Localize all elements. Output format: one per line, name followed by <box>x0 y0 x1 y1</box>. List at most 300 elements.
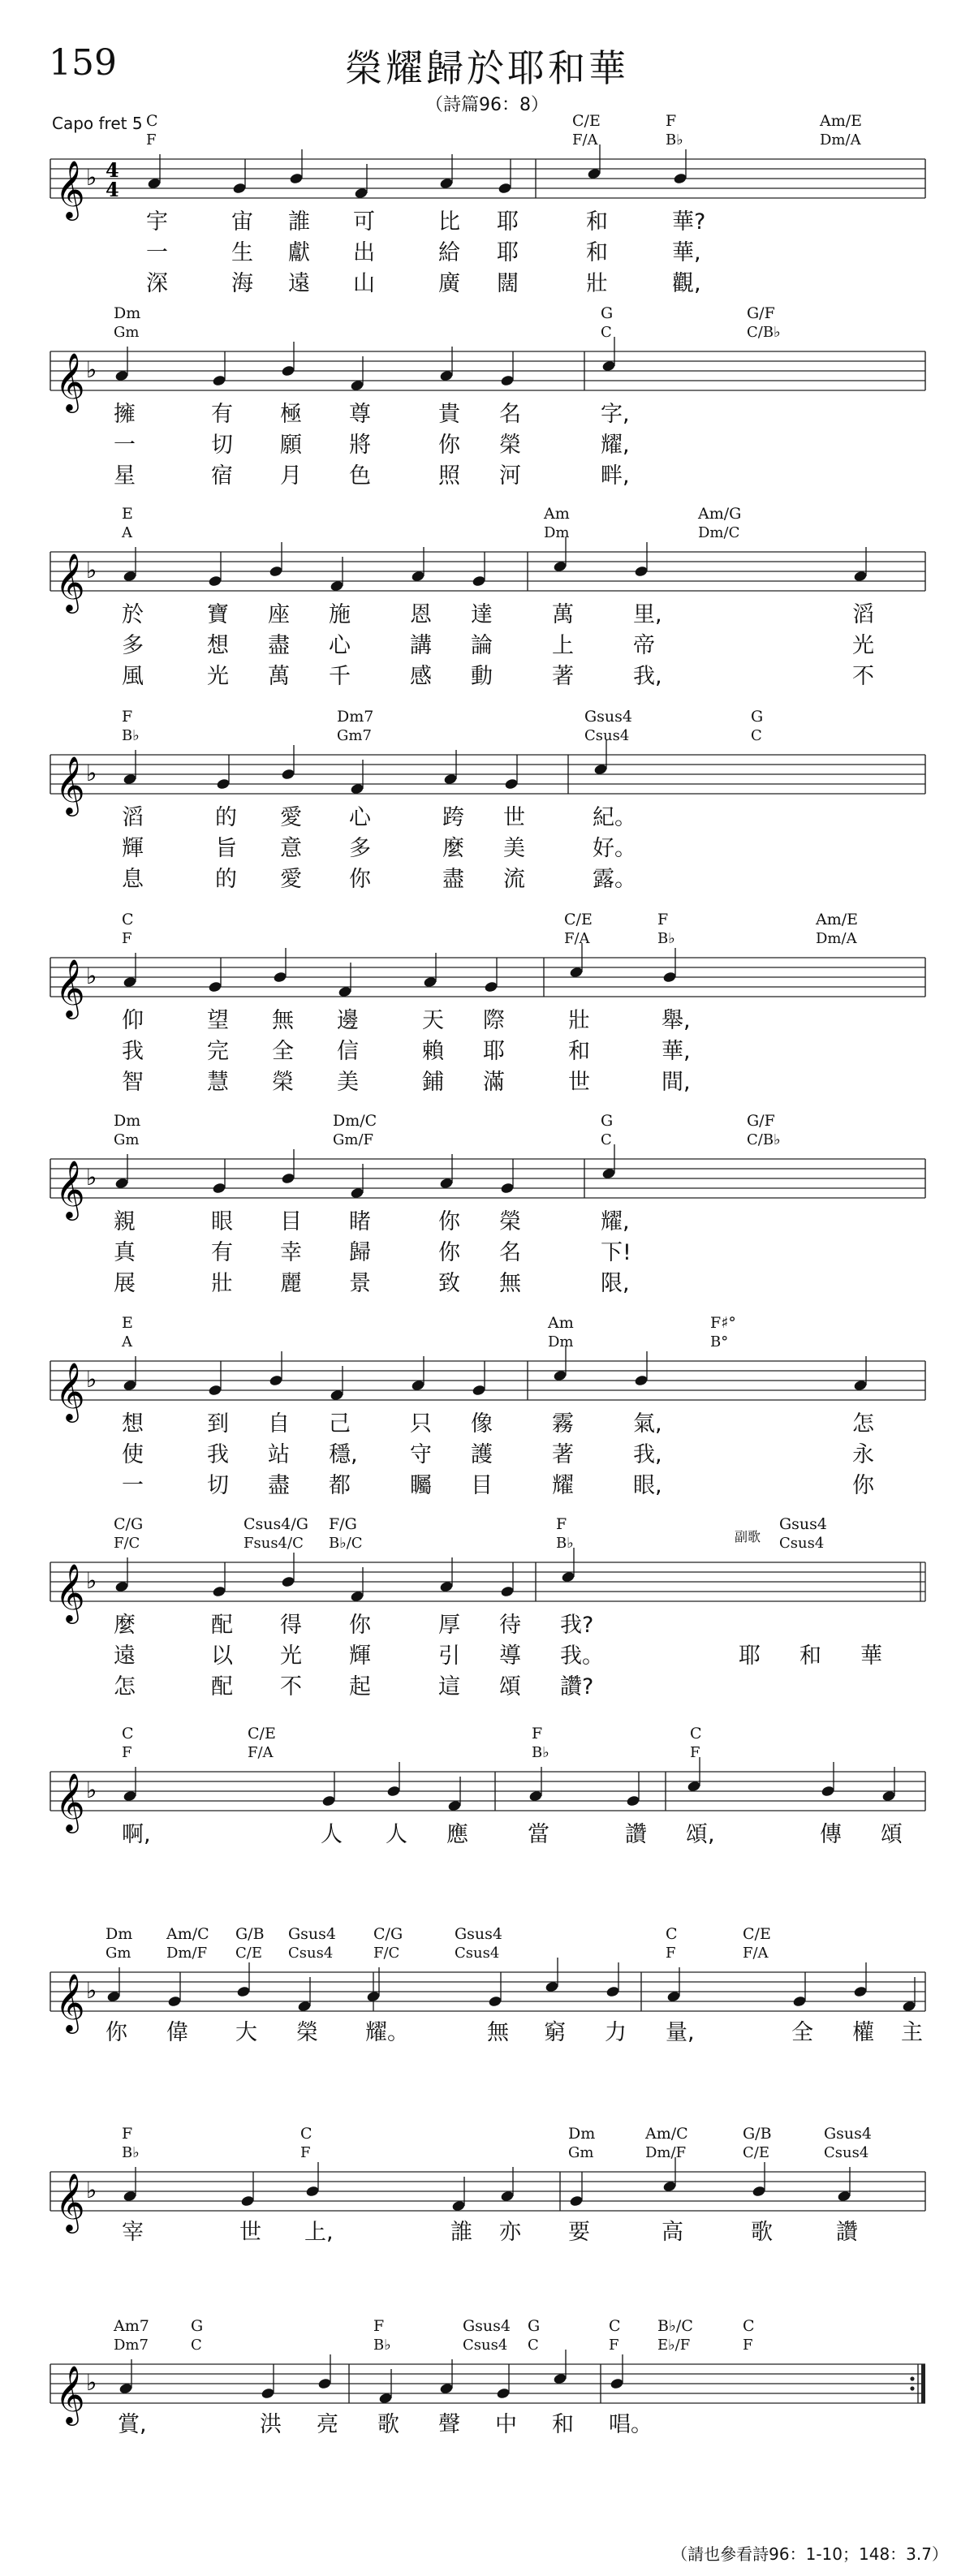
treble-clef-icon: 𝄞 <box>55 1159 85 1218</box>
chord-symbol: C/G <box>373 1925 403 1943</box>
chord-symbol: G <box>601 1112 614 1130</box>
chord-symbol-transposed: Csus4 <box>455 1945 500 1962</box>
note-head <box>606 1985 620 1997</box>
lyric-syllable: 千 <box>329 664 351 689</box>
lyric-syllable: 人 <box>386 1822 407 1847</box>
chord-symbol-transposed: C/B♭ <box>747 324 781 341</box>
chord-symbol: C <box>146 112 158 130</box>
note-head <box>853 1985 868 1997</box>
lyric-syllable: 宇 <box>146 209 168 235</box>
note-head <box>662 971 677 983</box>
lyric-syllable: 動 <box>471 664 493 689</box>
chord-symbol-transposed: Csus4 <box>779 1535 825 1552</box>
chord-symbol-transposed: C <box>191 2337 202 2354</box>
lyric-syllable: 萬 <box>552 602 574 627</box>
chord-symbol-transposed: Csus4 <box>584 727 630 744</box>
treble-clef-icon: 𝄞 <box>55 1972 85 2031</box>
lyric-syllable: 輝 <box>122 836 144 861</box>
chord-symbol-transposed: B♭ <box>122 727 140 744</box>
lyric-syllable: 耶 <box>497 240 519 265</box>
chord-symbol: Am/C <box>166 1925 209 1943</box>
lyric-syllable: 萬 <box>268 664 290 689</box>
lyric-syllable: 洪 <box>260 2412 282 2437</box>
lyric-syllable: 遠 <box>114 1643 136 1669</box>
lyric-syllable: 海 <box>231 271 253 296</box>
lyric-syllable: 景 <box>349 1271 371 1296</box>
lyric-syllable: 滔 <box>852 602 874 627</box>
chord-symbol: C <box>122 911 134 928</box>
chord-symbol: Dm <box>114 304 141 322</box>
chord-symbol: C/G <box>114 1515 144 1533</box>
key-signature-flat-icon: ♭ <box>86 557 97 584</box>
chord-symbol-transposed: B° <box>710 1333 729 1350</box>
chord-symbol-transposed: B♭ <box>122 2144 140 2161</box>
chord-symbol: G/B <box>743 2125 772 2143</box>
chord-symbol-transposed: Fsus4/C <box>244 1535 304 1552</box>
lyric-syllable: 站 <box>268 1442 290 1467</box>
lyric-syllable: 歌 <box>751 2220 773 2245</box>
lyric-syllable: 榮 <box>296 2020 318 2045</box>
chord-symbol-transposed: F <box>146 131 157 149</box>
note-head <box>488 1995 502 2007</box>
chord-symbol: C <box>666 1925 678 1943</box>
lyric-syllable: 廣 <box>438 271 460 296</box>
lyric-syllable: 有 <box>211 1240 233 1265</box>
chord-symbol-transposed: B♭ <box>373 2337 391 2354</box>
lyric-syllable: 限, <box>601 1271 630 1296</box>
lyric-syllable: 賞, <box>118 2412 147 2437</box>
lyric-syllable: 導 <box>499 1643 521 1669</box>
lyric-syllable: 息 <box>122 867 144 892</box>
lyric-syllable: 世 <box>568 1070 590 1095</box>
chord-symbol: Am <box>544 505 570 523</box>
lyric-syllable: 頌 <box>881 1822 903 1847</box>
lyric-syllable: 全 <box>791 2020 813 2045</box>
lyric-syllable: 耀, <box>601 1209 630 1234</box>
hymn-title: 榮耀歸於耶和華 <box>345 46 629 90</box>
lyric-syllable: 寶 <box>207 602 229 627</box>
lyric-syllable: 和 <box>552 2412 574 2437</box>
lyric-syllable: 邊 <box>337 1008 359 1033</box>
chord-symbol: F <box>657 911 669 928</box>
note-head <box>212 1182 226 1194</box>
lyric-syllable: 和 <box>586 209 608 235</box>
lyric-syllable: 想 <box>122 1411 144 1437</box>
lyric-syllable: 我 <box>122 1039 144 1064</box>
chord-symbol-transposed: Dm <box>548 1333 574 1350</box>
lyric-syllable: 滿 <box>483 1070 505 1095</box>
chord-symbol: F <box>373 2317 385 2335</box>
lyric-syllable: 待 <box>499 1613 521 1638</box>
lyric-syllable: 你 <box>349 1613 371 1638</box>
lyric-syllable: 榮 <box>499 433 521 458</box>
chord-symbol: Gsus4 <box>779 1515 828 1533</box>
chord-symbol-transposed: B♭ <box>556 1535 574 1552</box>
chord-symbol-transposed: Gm7 <box>337 727 372 744</box>
lyric-syllable: 無 <box>487 2020 509 2045</box>
chord-symbol: G <box>528 2317 541 2335</box>
lyric-syllable: 人 <box>321 1822 343 1847</box>
chord-symbol-transposed: Dm7 <box>114 2337 149 2354</box>
chord-symbol: Gsus4 <box>463 2317 511 2335</box>
lyric-syllable: 和 <box>586 240 608 265</box>
chord-symbol: G <box>601 304 614 322</box>
lyric-syllable: 己 <box>329 1411 351 1437</box>
lyric-syllable: 施 <box>329 602 351 627</box>
chord-symbol-transposed: F/A <box>572 131 598 149</box>
lyric-syllable: 都 <box>329 1473 351 1498</box>
chord-symbol-transposed: Csus4 <box>288 1945 334 1962</box>
note-head <box>610 2377 624 2389</box>
chord-symbol: Dm/C <box>333 1112 377 1130</box>
lyric-syllable: 露。 <box>593 867 636 892</box>
lyric-syllable: 這 <box>438 1674 460 1699</box>
lyric-syllable: 致 <box>438 1271 460 1296</box>
refrain-marker: 副歌 <box>735 1529 761 1544</box>
chord-symbol-transposed: Gm <box>568 2144 594 2161</box>
chord-symbol: Gsus4 <box>584 708 633 726</box>
note-head <box>484 980 498 993</box>
lyric-syllable: 切 <box>211 433 233 458</box>
lyric-syllable: 耶 <box>483 1039 505 1064</box>
lyric-syllable: 智 <box>122 1070 144 1095</box>
chord-symbol: Am <box>548 1314 574 1332</box>
chord-symbol-transposed: C <box>601 324 612 341</box>
note-head <box>792 1995 807 2007</box>
note-head <box>289 172 304 184</box>
chord-symbol: F <box>532 1725 543 1742</box>
lyric-syllable: 里, <box>633 602 662 627</box>
lyric-syllable: 輝 <box>349 1643 371 1669</box>
chord-symbol-transposed: Dm/C <box>698 524 740 541</box>
note-head <box>472 1384 486 1396</box>
time-signature-icon: 4 <box>106 158 119 182</box>
chord-symbol: Am/E <box>820 112 863 130</box>
note-head <box>232 182 247 194</box>
lyric-syllable: 流 <box>503 867 525 892</box>
chord-symbol: F <box>122 2125 133 2143</box>
treble-clef-icon: 𝄞 <box>55 2172 85 2231</box>
lyric-syllable: 月 <box>280 463 302 489</box>
note-head <box>236 1985 251 1997</box>
note-head <box>500 374 515 386</box>
lyric-syllable: 壯 <box>586 271 608 296</box>
chord-symbol-transposed: E♭/F <box>657 2337 691 2354</box>
lyric-syllable: 著 <box>552 664 574 689</box>
lyric-syllable: 盡 <box>268 1473 290 1498</box>
lyric-syllable: 信 <box>337 1039 359 1064</box>
lyric-syllable: 美 <box>503 836 525 861</box>
lyric-syllable: 讚 <box>836 2220 858 2245</box>
lyric-syllable: 榮 <box>499 1209 521 1234</box>
chord-symbol: B♭/C <box>657 2317 693 2335</box>
lyric-syllable: 我。 <box>560 1643 604 1669</box>
lyric-syllable: 山 <box>353 271 375 296</box>
lyric-syllable: 矚 <box>410 1473 432 1498</box>
lyric-syllable: 權 <box>852 2020 874 2045</box>
footnote-reference: （請也參看詩96：1-10；148：3.7） <box>671 2544 948 2564</box>
lyric-syllable: 自 <box>268 1411 290 1437</box>
chord-symbol: G <box>751 708 764 726</box>
lyric-syllable: 穩, <box>329 1442 358 1467</box>
lyric-syllable: 榮 <box>272 1070 294 1095</box>
lyric-syllable: 護 <box>471 1442 493 1467</box>
lyric-syllable: 起 <box>349 1674 371 1699</box>
treble-clef-icon: 𝄞 <box>55 958 85 1017</box>
lyric-syllable: 歌 <box>377 2412 399 2437</box>
lyric-syllable: 麼 <box>114 1613 136 1638</box>
note-head <box>273 971 287 983</box>
lyric-syllable: 著 <box>552 1442 574 1467</box>
lyric-syllable: 多 <box>349 836 371 861</box>
lyric-syllable: 出 <box>353 240 375 265</box>
note-head <box>386 1785 401 1797</box>
lyric-syllable: 完 <box>207 1039 229 1064</box>
lyric-syllable: 照 <box>438 463 460 489</box>
lyric-syllable: 間, <box>662 1070 691 1095</box>
lyric-syllable: 得 <box>280 1613 302 1638</box>
lyric-syllable: 講 <box>410 633 432 658</box>
chord-symbol-transposed: F <box>300 2144 311 2161</box>
music-staff <box>0 1554 974 1622</box>
note-head <box>305 2185 320 2197</box>
lyric-syllable: 的 <box>215 805 237 830</box>
lyric-syllable: 唱。 <box>609 2412 653 2437</box>
lyric-syllable: 座 <box>268 602 290 627</box>
lyric-syllable: 你 <box>106 2020 127 2045</box>
lyric-syllable: 華, <box>672 240 701 265</box>
lyric-syllable: 你 <box>438 1240 460 1265</box>
lyric-syllable: 親 <box>114 1209 136 1234</box>
lyric-syllable: 多 <box>122 633 144 658</box>
lyric-syllable: 貴 <box>438 402 460 427</box>
chord-symbol-transposed: C/E <box>235 1945 262 1962</box>
lyric-syllable: 目 <box>471 1473 493 1498</box>
lyric-syllable: 宿 <box>211 463 233 489</box>
lyric-syllable: 歸 <box>349 1240 371 1265</box>
treble-clef-icon: 𝄞 <box>55 1562 85 1622</box>
note-head <box>317 2377 332 2389</box>
lyric-syllable: 和 <box>799 1643 821 1669</box>
chord-symbol: Am7 <box>114 2317 149 2335</box>
chord-symbol-transposed: F <box>122 1744 132 1761</box>
chord-symbol: F/G <box>329 1515 357 1533</box>
chord-symbol: G <box>191 2317 204 2335</box>
lyric-syllable: 華 <box>860 1643 882 1669</box>
final-repeat-barline <box>921 2364 925 2403</box>
treble-clef-icon: 𝄞 <box>55 2364 85 2423</box>
lyric-syllable: 論 <box>471 633 493 658</box>
music-staff <box>0 747 974 812</box>
lyric-syllable: 生 <box>231 240 253 265</box>
lyric-syllable: 宰 <box>122 2220 144 2245</box>
lyric-syllable: 亮 <box>317 2412 338 2437</box>
lyric-syllable: 力 <box>605 2020 627 2045</box>
lyric-syllable: 宙 <box>231 209 253 235</box>
lyric-syllable: 色 <box>349 463 371 489</box>
hymn-number: 159 <box>49 42 117 84</box>
chord-symbol: F♯° <box>710 1314 736 1332</box>
lyric-syllable: 際 <box>483 1008 505 1033</box>
lyric-syllable: 無 <box>499 1271 521 1296</box>
note-head <box>321 1794 336 1807</box>
chord-symbol: Dm <box>114 1112 141 1130</box>
note-head <box>569 2195 584 2207</box>
chord-symbol: C/E <box>248 1725 276 1742</box>
lyric-syllable: 中 <box>495 2412 517 2437</box>
lyric-syllable: 一 <box>114 433 136 458</box>
lyric-syllable: 讚 <box>625 1822 647 1847</box>
chord-symbol: G/F <box>747 1112 775 1130</box>
lyric-syllable: 畔, <box>601 463 630 489</box>
key-signature-flat-icon: ♭ <box>86 1567 97 1594</box>
lyric-syllable: 我, <box>633 664 662 689</box>
chord-symbol-transposed: F/A <box>564 930 590 947</box>
chord-symbol: Am/E <box>816 911 859 928</box>
chord-symbol: C <box>609 2317 621 2335</box>
lyric-syllable: 麗 <box>280 1271 302 1296</box>
treble-clef-icon: 𝄞 <box>55 351 85 411</box>
lyric-syllable: 舉, <box>662 1008 691 1033</box>
lyric-syllable: 配 <box>211 1613 233 1638</box>
chord-symbol: Dm7 <box>337 708 374 726</box>
key-signature-flat-icon: ♭ <box>86 963 97 989</box>
note-head <box>281 1172 295 1184</box>
note-head <box>216 778 231 790</box>
note-head <box>240 2195 255 2207</box>
chord-symbol: Am/G <box>698 505 742 523</box>
chord-symbol-transposed: F <box>122 930 132 947</box>
key-signature-flat-icon: ♭ <box>86 2177 97 2203</box>
chord-symbol: Dm <box>106 1925 133 1943</box>
key-signature-flat-icon: ♭ <box>86 1977 97 2004</box>
lyric-syllable: 霧 <box>552 1411 574 1437</box>
note-head <box>472 575 486 587</box>
lyric-syllable: 賴 <box>422 1039 444 1064</box>
lyric-syllable: 闊 <box>497 271 519 296</box>
lyric-syllable: 擁 <box>114 402 136 427</box>
note-head <box>208 980 222 993</box>
chord-symbol-transposed: F <box>666 1945 676 1962</box>
key-signature-flat-icon: ♭ <box>86 1164 97 1191</box>
lyric-syllable: 和 <box>568 1039 590 1064</box>
key-signature-flat-icon: ♭ <box>86 760 97 786</box>
lyric-syllable: 上, <box>304 2220 334 2245</box>
lyric-syllable: 我? <box>560 1613 594 1638</box>
lyric-syllable: 光 <box>280 1643 302 1669</box>
treble-clef-icon: 𝄞 <box>55 1772 85 1831</box>
lyric-syllable: 鋪 <box>422 1070 444 1095</box>
lyric-syllable: 耶 <box>739 1643 761 1669</box>
chord-symbol-transposed: Dm/F <box>166 1945 208 1962</box>
note-head <box>500 1182 515 1194</box>
lyric-syllable: 眼 <box>211 1209 233 1234</box>
chord-symbol: E <box>122 505 133 523</box>
lyric-syllable: 全 <box>272 1039 294 1064</box>
lyric-syllable: 上 <box>552 633 574 658</box>
chord-symbol-transposed: Gm/F <box>333 1131 374 1148</box>
note-head <box>634 565 649 577</box>
lyric-syllable: 遠 <box>288 271 310 296</box>
lyric-syllable: 星 <box>114 463 136 489</box>
lyric-syllable: 窮 <box>544 2020 566 2045</box>
lyric-syllable: 高 <box>662 2220 683 2245</box>
lyric-syllable: 永 <box>852 1442 874 1467</box>
lyric-syllable: 極 <box>280 402 302 427</box>
chord-symbol: G/F <box>747 304 775 322</box>
lyric-syllable: 聲 <box>438 2412 460 2437</box>
chord-symbol: G/B <box>235 1925 265 1943</box>
lyric-syllable: 展 <box>114 1271 136 1296</box>
lyric-syllable: 愛 <box>280 867 302 892</box>
chord-symbol-transposed: A <box>122 1333 132 1350</box>
chord-symbol-transposed: Csus4 <box>463 2337 508 2354</box>
treble-clef-icon: 𝄞 <box>55 755 85 814</box>
lyric-syllable: 滔 <box>122 805 144 830</box>
chord-symbol-transposed: Gm <box>114 324 140 341</box>
chord-symbol-transposed: C <box>528 2337 539 2354</box>
lyric-syllable: 怎 <box>114 1674 136 1699</box>
lyric-syllable: 恩 <box>410 602 432 627</box>
chord-symbol-transposed: B♭ <box>532 1744 549 1761</box>
chord-symbol-transposed: Gm <box>106 1945 131 1962</box>
lyric-syllable: 心 <box>329 633 351 658</box>
lyric-syllable: 誰 <box>288 209 310 235</box>
chord-symbol: Csus4/G <box>244 1515 308 1533</box>
lyric-syllable: 應 <box>446 1822 468 1847</box>
lyric-syllable: 名 <box>499 402 521 427</box>
lyric-syllable: 愛 <box>280 805 302 830</box>
chord-symbol-transposed: Dm/F <box>645 2144 687 2161</box>
chord-symbol-transposed: B♭/C <box>329 1535 363 1552</box>
chord-symbol: Gsus4 <box>288 1925 337 1943</box>
chord-symbol-transposed: C <box>601 1131 612 1148</box>
lyric-syllable: 給 <box>438 240 460 265</box>
note-head <box>212 1585 226 1597</box>
treble-clef-icon: 𝄞 <box>55 159 85 218</box>
lyric-syllable: 願 <box>280 433 302 458</box>
lyric-syllable: 尊 <box>349 402 371 427</box>
note-head <box>673 172 687 184</box>
note-head <box>498 182 512 194</box>
capo-instruction: Capo fret 5 <box>52 114 143 133</box>
lyric-syllable: 心 <box>349 805 371 830</box>
lyric-syllable: 將 <box>349 433 371 458</box>
note-head <box>752 2185 766 2197</box>
chord-symbol-transposed: Dm/A <box>820 131 861 149</box>
note-head <box>634 1374 649 1386</box>
chord-symbol-transposed: C/E <box>743 2144 769 2161</box>
lyric-syllable: 美 <box>337 1070 359 1095</box>
chord-symbol-transposed: B♭ <box>657 930 675 947</box>
lyric-syllable: 以 <box>211 1643 233 1669</box>
note-head <box>281 1575 295 1587</box>
lyric-syllable: 傳 <box>820 1822 842 1847</box>
lyric-syllable: 仰 <box>122 1008 144 1033</box>
lyric-syllable: 睹 <box>349 1209 371 1234</box>
lyric-syllable: 耶 <box>497 209 519 235</box>
lyric-syllable: 引 <box>438 1643 460 1669</box>
lyric-syllable: 麼 <box>442 836 464 861</box>
note-head <box>504 778 519 790</box>
lyric-syllable: 世 <box>239 2220 261 2245</box>
lyric-syllable: 達 <box>471 602 493 627</box>
chord-symbol: C/E <box>564 911 593 928</box>
lyric-syllable: 到 <box>207 1411 229 1437</box>
chord-symbol-transposed: F/C <box>373 1945 400 1962</box>
note-head <box>269 1374 283 1386</box>
lyric-syllable: 感 <box>410 664 432 689</box>
